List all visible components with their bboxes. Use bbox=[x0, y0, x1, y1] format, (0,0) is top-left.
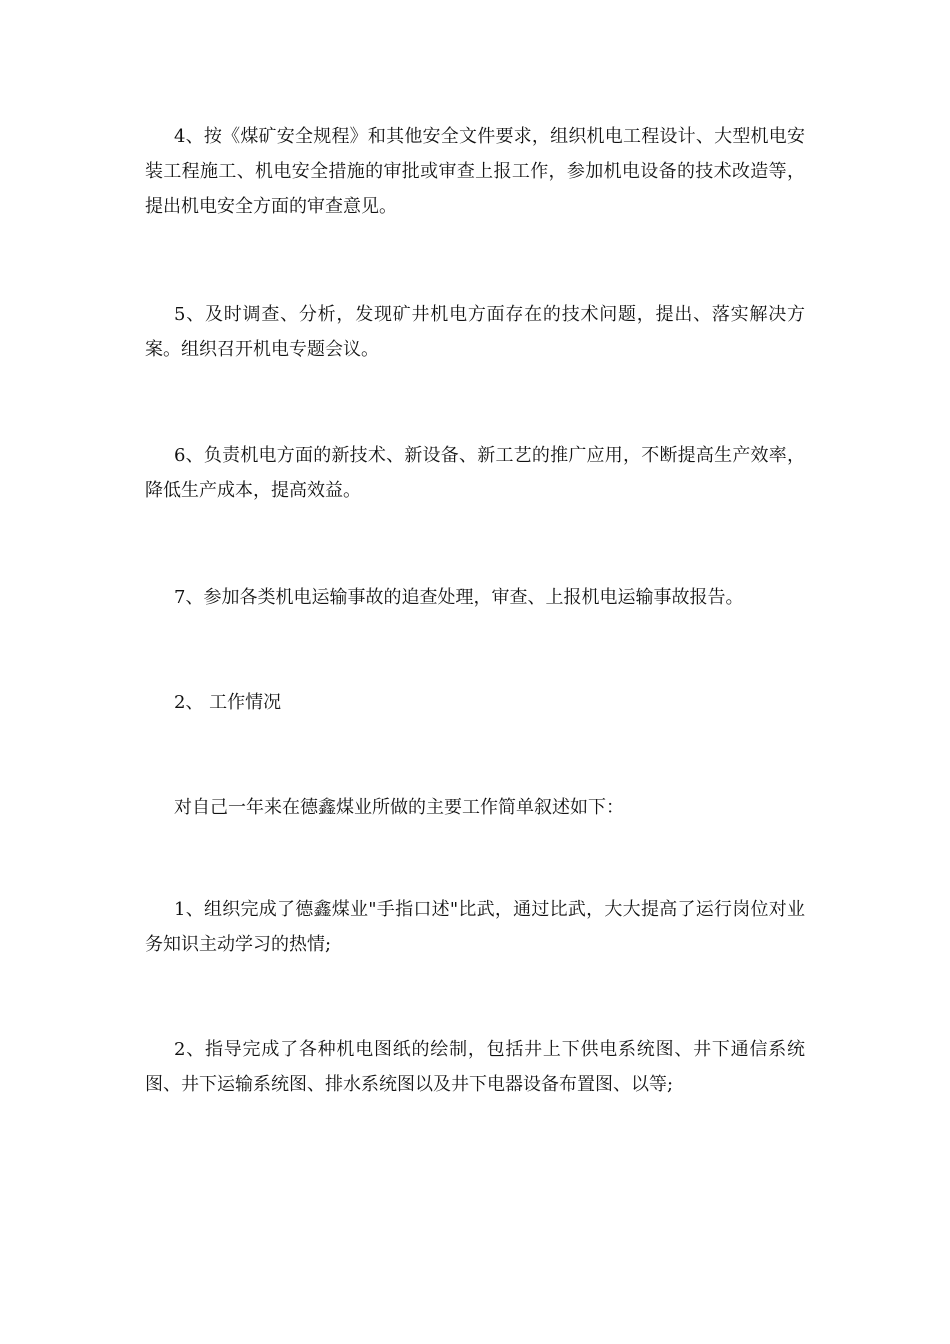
paragraph-item-5-duties: 5、及时调查、分析，发现矿井机电方面存在的技术问题，提出、落实解决方案。组织召开机电专题会议。 bbox=[145, 304, 805, 360]
paragraph-item-7-duties: 7、参加各类机电运输事故的追查处理，审查、上报机电运输事故报告。 bbox=[174, 587, 744, 608]
section-heading-work-status: 2、 工作情况 bbox=[174, 692, 282, 713]
paragraph-item-4-duties: 4、按《煤矿安全规程》和其他安全文件要求，组织机电工程设计、大型机电安装工程施工、机电安全措施的审批或审查上报工作，参加机电设备的技术改造等，提出机电安全方面的审查意见。 bbox=[145, 126, 805, 217]
paragraph-work-item-1: 1、组织完成了德鑫煤业"手指口述"比武，通过比武，大大提高了运行岗位对业务知识主动学习的热情; bbox=[145, 899, 805, 955]
paragraph-work-summary-intro: 对自己一年来在德鑫煤业所做的主要工作简单叙述如下： bbox=[174, 797, 624, 818]
paragraph-item-6-duties: 6、负责机电方面的新技术、新设备、新工艺的推广应用，不断提高生产效率，降低生产成本，提高效益。 bbox=[145, 445, 805, 501]
paragraph-work-item-2: 2、指导完成了各种机电图纸的绘制，包括井上下供电系统图、井下通信系统图、井下运输系统图、排水系统图以及井下电器设备布置图、以等; bbox=[145, 1039, 805, 1095]
